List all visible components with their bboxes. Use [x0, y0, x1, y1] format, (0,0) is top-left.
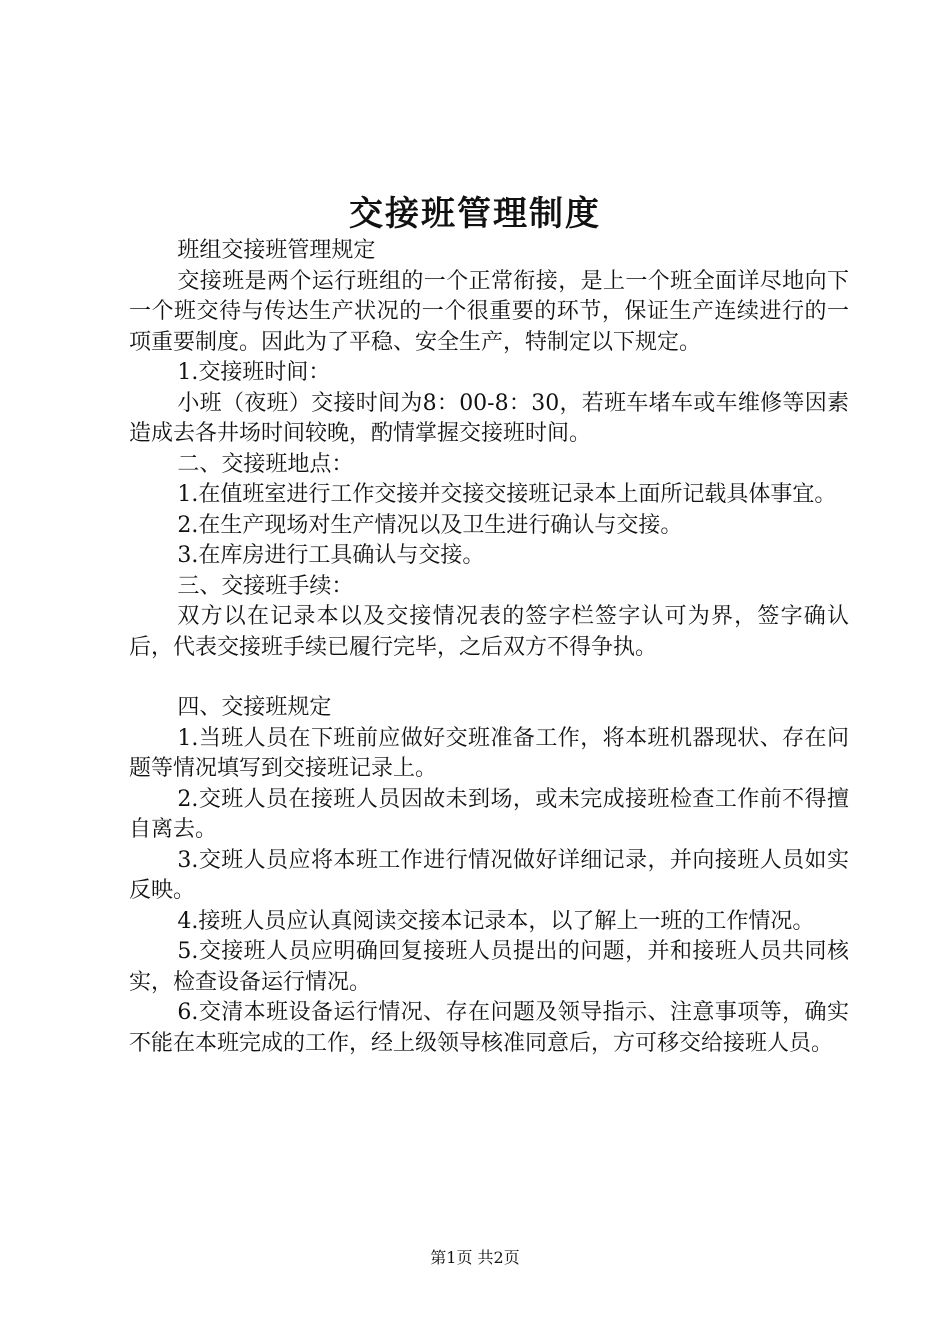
list-item: 3.交班人员应将本班工作进行情况做好详细记录，并向接班人员如实反映。 [129, 847, 849, 903]
list-item: 6.交清本班设备运行情况、存在问题及领导指示、注意事项等，确实不能在本班完成的工作，经上级领导核准同意后，方可移交给接班人员。 [129, 1000, 849, 1056]
list-item: 1.当班人员在下班前应做好交班准备工作，将本班机器现状、存在问题等情况填写到交接班记录上。 [129, 725, 849, 781]
paragraph-procedure-detail: 双方以在记录本以及交接情况表的签字栏签字认可为界，签字确认后，代表交接班手续已履行完毕，之后双方不得争执。 [129, 604, 849, 660]
list-item: 1.在值班室进行工作交接并交接交接班记录本上面所记载具体事宜。 [177, 482, 837, 507]
paragraph-time-detail: 小班（夜班）交接时间为8：00-8：30，若班车堵车或车维修等因素造成去各井场时间较晚，酌情掌握交接班时间。 [129, 390, 849, 446]
paragraph-intro: 交接班是两个运行班组的一个正常衔接，是上一个班全面详尽地向下一个班交待与传达生产状况的一个很重要的环节，保证生产连续进行的一项重要制度。因此为了平稳、安全生产，特制定以下规定。 [129, 268, 849, 355]
list-item: 3.在库房进行工具确认与交接。 [177, 543, 485, 568]
section-location-heading: 二、交接班地点： [177, 451, 354, 477]
document-body [129, 236, 849, 1059]
document-title: 交接班管理制度 [349, 194, 601, 234]
paragraph-subtitle: 班组交接班管理规定 [177, 238, 376, 263]
section-time-heading: 1.交接班时间： [177, 360, 331, 385]
list-item: 5.交接班人员应明确回复接班人员提出的问题，并和接班人员共同核实，检查设备运行情况。 [129, 939, 849, 995]
section-rules-heading: 四、交接班规定 [177, 695, 332, 720]
list-item: 4.接班人员应认真阅读交接本记录本，以了解上一班的工作情况。 [177, 908, 815, 934]
list-item: 2.在生产现场对生产情况以及卫生进行确认与交接。 [177, 512, 683, 538]
section-procedure-heading: 三、交接班手续： [177, 573, 354, 599]
list-item: 2.交班人员在接班人员因故未到场，或未完成接班检查工作前不得擅自离去。 [129, 786, 849, 842]
page-footer: 第1页 共2页 [430, 1248, 520, 1267]
